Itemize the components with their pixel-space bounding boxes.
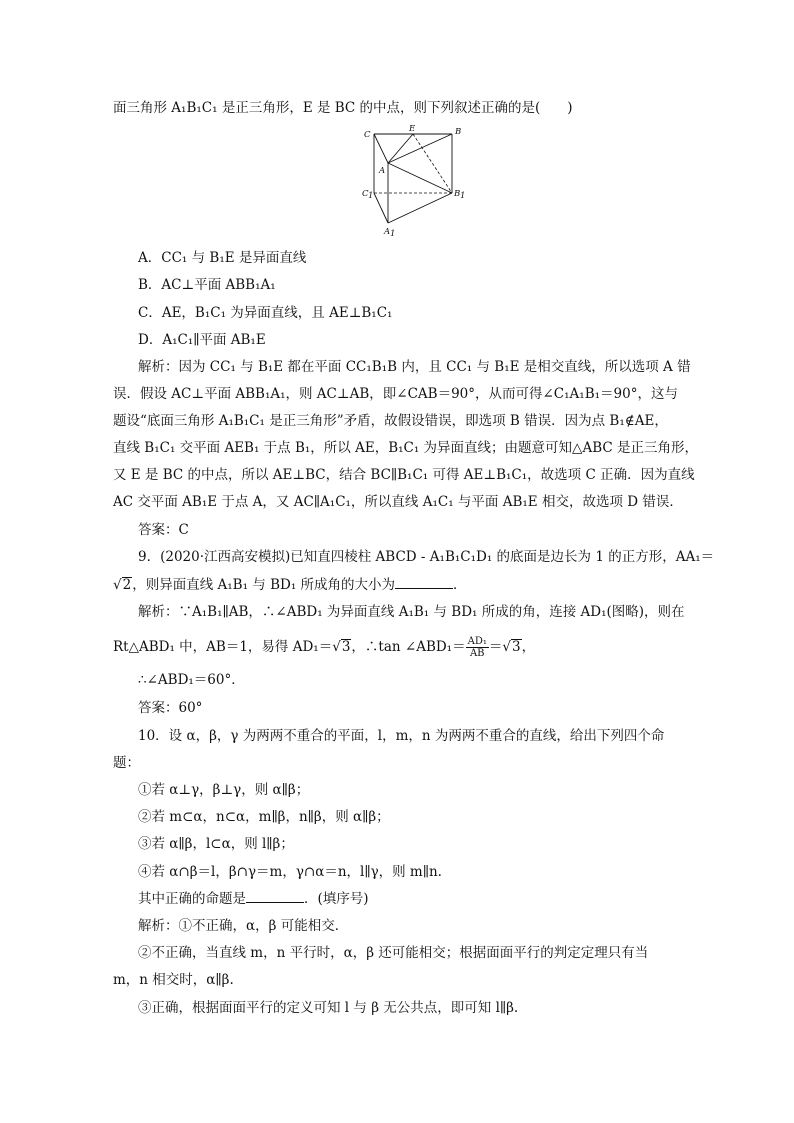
proposition-3: ③若 α∥β，l⊂α，则 l∥β； — [138, 836, 294, 852]
label-c1: C — [362, 189, 369, 199]
label-a: A — [379, 166, 386, 176]
solution10-line4: ③正确，根据面面平行的定义可知 l 与 β 无公共点，即可知 l∥β. — [138, 1000, 519, 1016]
sol9-part-a: Rt△ABD₁ 中，AB＝1，易得 AD₁＝ — [113, 639, 333, 655]
edge-c1a1 — [374, 193, 388, 223]
label-b: B — [455, 127, 462, 137]
proposition-4: ④若 α∩β＝l，β∩γ＝m，γ∩α＝n，l∥γ，则 m∥n. — [138, 864, 442, 880]
sol9-part-f: ， — [521, 639, 536, 655]
fraction — [466, 636, 489, 659]
label-c1-sub: 1 — [368, 191, 374, 201]
solution9-line3: ∴∠ABD₁＝60°． — [138, 672, 245, 688]
fraction-numerator: AD₁ — [467, 636, 487, 647]
ask10-end: ．(填序号) — [304, 891, 369, 907]
question10-ask — [138, 890, 369, 908]
option-c: C．AE，B₁C₁ 为异面直线，且 AE⊥B₁C₁ — [138, 305, 393, 321]
sqrt-symbol: √ — [502, 639, 511, 655]
answer-blank — [395, 576, 453, 589]
sqrt-radicand: 3 — [341, 639, 351, 655]
option-a: A．CC₁ 与 B₁E 是异面直线 — [138, 250, 307, 266]
solution8-line4: 直线 B₁C₁ 交平面 AEB₁ 于点 B₁，所以 AE，B₁C₁ 为异面直线；由题意可知△ABC 是正三角形， — [113, 440, 698, 456]
label-b1-sub: 1 — [460, 191, 466, 201]
question9-line2 — [113, 576, 467, 594]
proposition-2: ②若 m⊂α，n⊂α，m∥β，n∥β，则 α∥β； — [138, 809, 390, 825]
solution8-line1: 解析：因为 CC₁ 与 B₁E 都在平面 CC₁B₁B 内，且 CC₁ 与 B₁E 是相交直线，所以选项 A 错 — [138, 359, 691, 375]
label-e: E — [409, 124, 416, 134]
solution8-line2: 误．假设 AC⊥平面 ABB₁A₁，则 AC⊥AB，即∠CAB＝90°，从而可得∠C₁A₁B₁＝90°，这与 — [113, 386, 678, 402]
sol9-part-d: ＝ — [488, 639, 503, 655]
sqrt-symbol: √ — [332, 639, 341, 655]
answer9: 答案：60° — [138, 700, 203, 716]
solution9-line1: 解析：∵A₁B₁∥AB，∴∠ABD₁ 为异面直线 A₁B₁ 与 BD₁ 所成的角，连接 AD₁(图略)，则在 — [138, 604, 685, 620]
label-a1: A — [384, 227, 391, 237]
answer-blank — [246, 890, 304, 903]
question10-line2: 题： — [113, 755, 140, 771]
question9-end: ． — [453, 577, 467, 593]
edge-ea1 — [388, 134, 413, 223]
sqrt-radicand: 3 — [511, 639, 521, 655]
label-c: C — [364, 130, 371, 140]
solution8-line6: AC 交平面 AB₁E 于点 A，又 AC∥A₁C₁，所以直线 A₁C₁ 与平面 AB₁E 相交，故选项 D 错误． — [113, 494, 683, 510]
sqrt-radicand: 2 — [122, 577, 132, 593]
sol9-part-c: ，∴tan ∠ABD₁＝ — [351, 639, 466, 655]
solution8-line3: 题设“底面三角形 A₁B₁C₁ 是正三角形”矛盾，故假设错误，即选项 B 错误．因为点 B₁∉AE， — [113, 413, 668, 429]
solution10-line1: 解析：①不正确，α，β 可能相交． — [138, 918, 349, 934]
option-b: B．AC⊥平面 ABB₁A₁ — [138, 277, 276, 293]
edge-ae — [388, 134, 413, 163]
edge-a1b1 — [388, 193, 452, 223]
label-b1: B — [454, 189, 461, 199]
solution10-line2: ②不正确，当直线 m，n 平行时，α，β 还可能相交；根据面面平行的判定定理只有当 — [138, 945, 649, 961]
question9-line1: 9．(2020·江西高安模拟)已知直四棱柱 ABCD - A₁B₁C₁D₁ 的底面是边长为 1 的正方形，AA₁＝ — [138, 549, 715, 565]
option-d: D．A₁C₁∥平面 AB₁E — [138, 332, 266, 348]
question10-line1: 10．设 α，β，γ 为两两不重合的平面，l，m，n 为两两不重合的直线，给出下列四个命 — [138, 728, 665, 744]
question9-text: ，则异面直线 A₁B₁ 与 BD₁ 所成角的大小为 — [132, 577, 396, 593]
answer8: 答案：C — [138, 522, 189, 538]
sqrt-symbol: √ — [113, 577, 122, 593]
prism-figure — [360, 126, 464, 238]
solution9-line2 — [113, 636, 535, 659]
label-a1-sub: 1 — [390, 229, 396, 239]
edge-ab — [388, 134, 452, 163]
ask10-text: 其中正确的命题是 — [138, 891, 246, 907]
solution8-line5: 又 E 是 BC 的中点，所以 AE⊥BC，结合 BC∥B₁C₁ 可得 AE⊥B₁C₁，故选项 C 正确．因为直线 — [113, 467, 695, 483]
solution10-line3: m，n 相交时，α∥β. — [113, 972, 234, 988]
question-intro: 面三角形 A₁B₁C₁ 是正三角形，E 是 BC 的中点，则下列叙述正确的是( ) — [113, 100, 573, 116]
proposition-1: ①若 α⊥γ，β⊥γ，则 α∥β； — [138, 782, 310, 798]
edge-ca — [374, 134, 388, 163]
fraction-denominator: AB — [469, 648, 485, 659]
